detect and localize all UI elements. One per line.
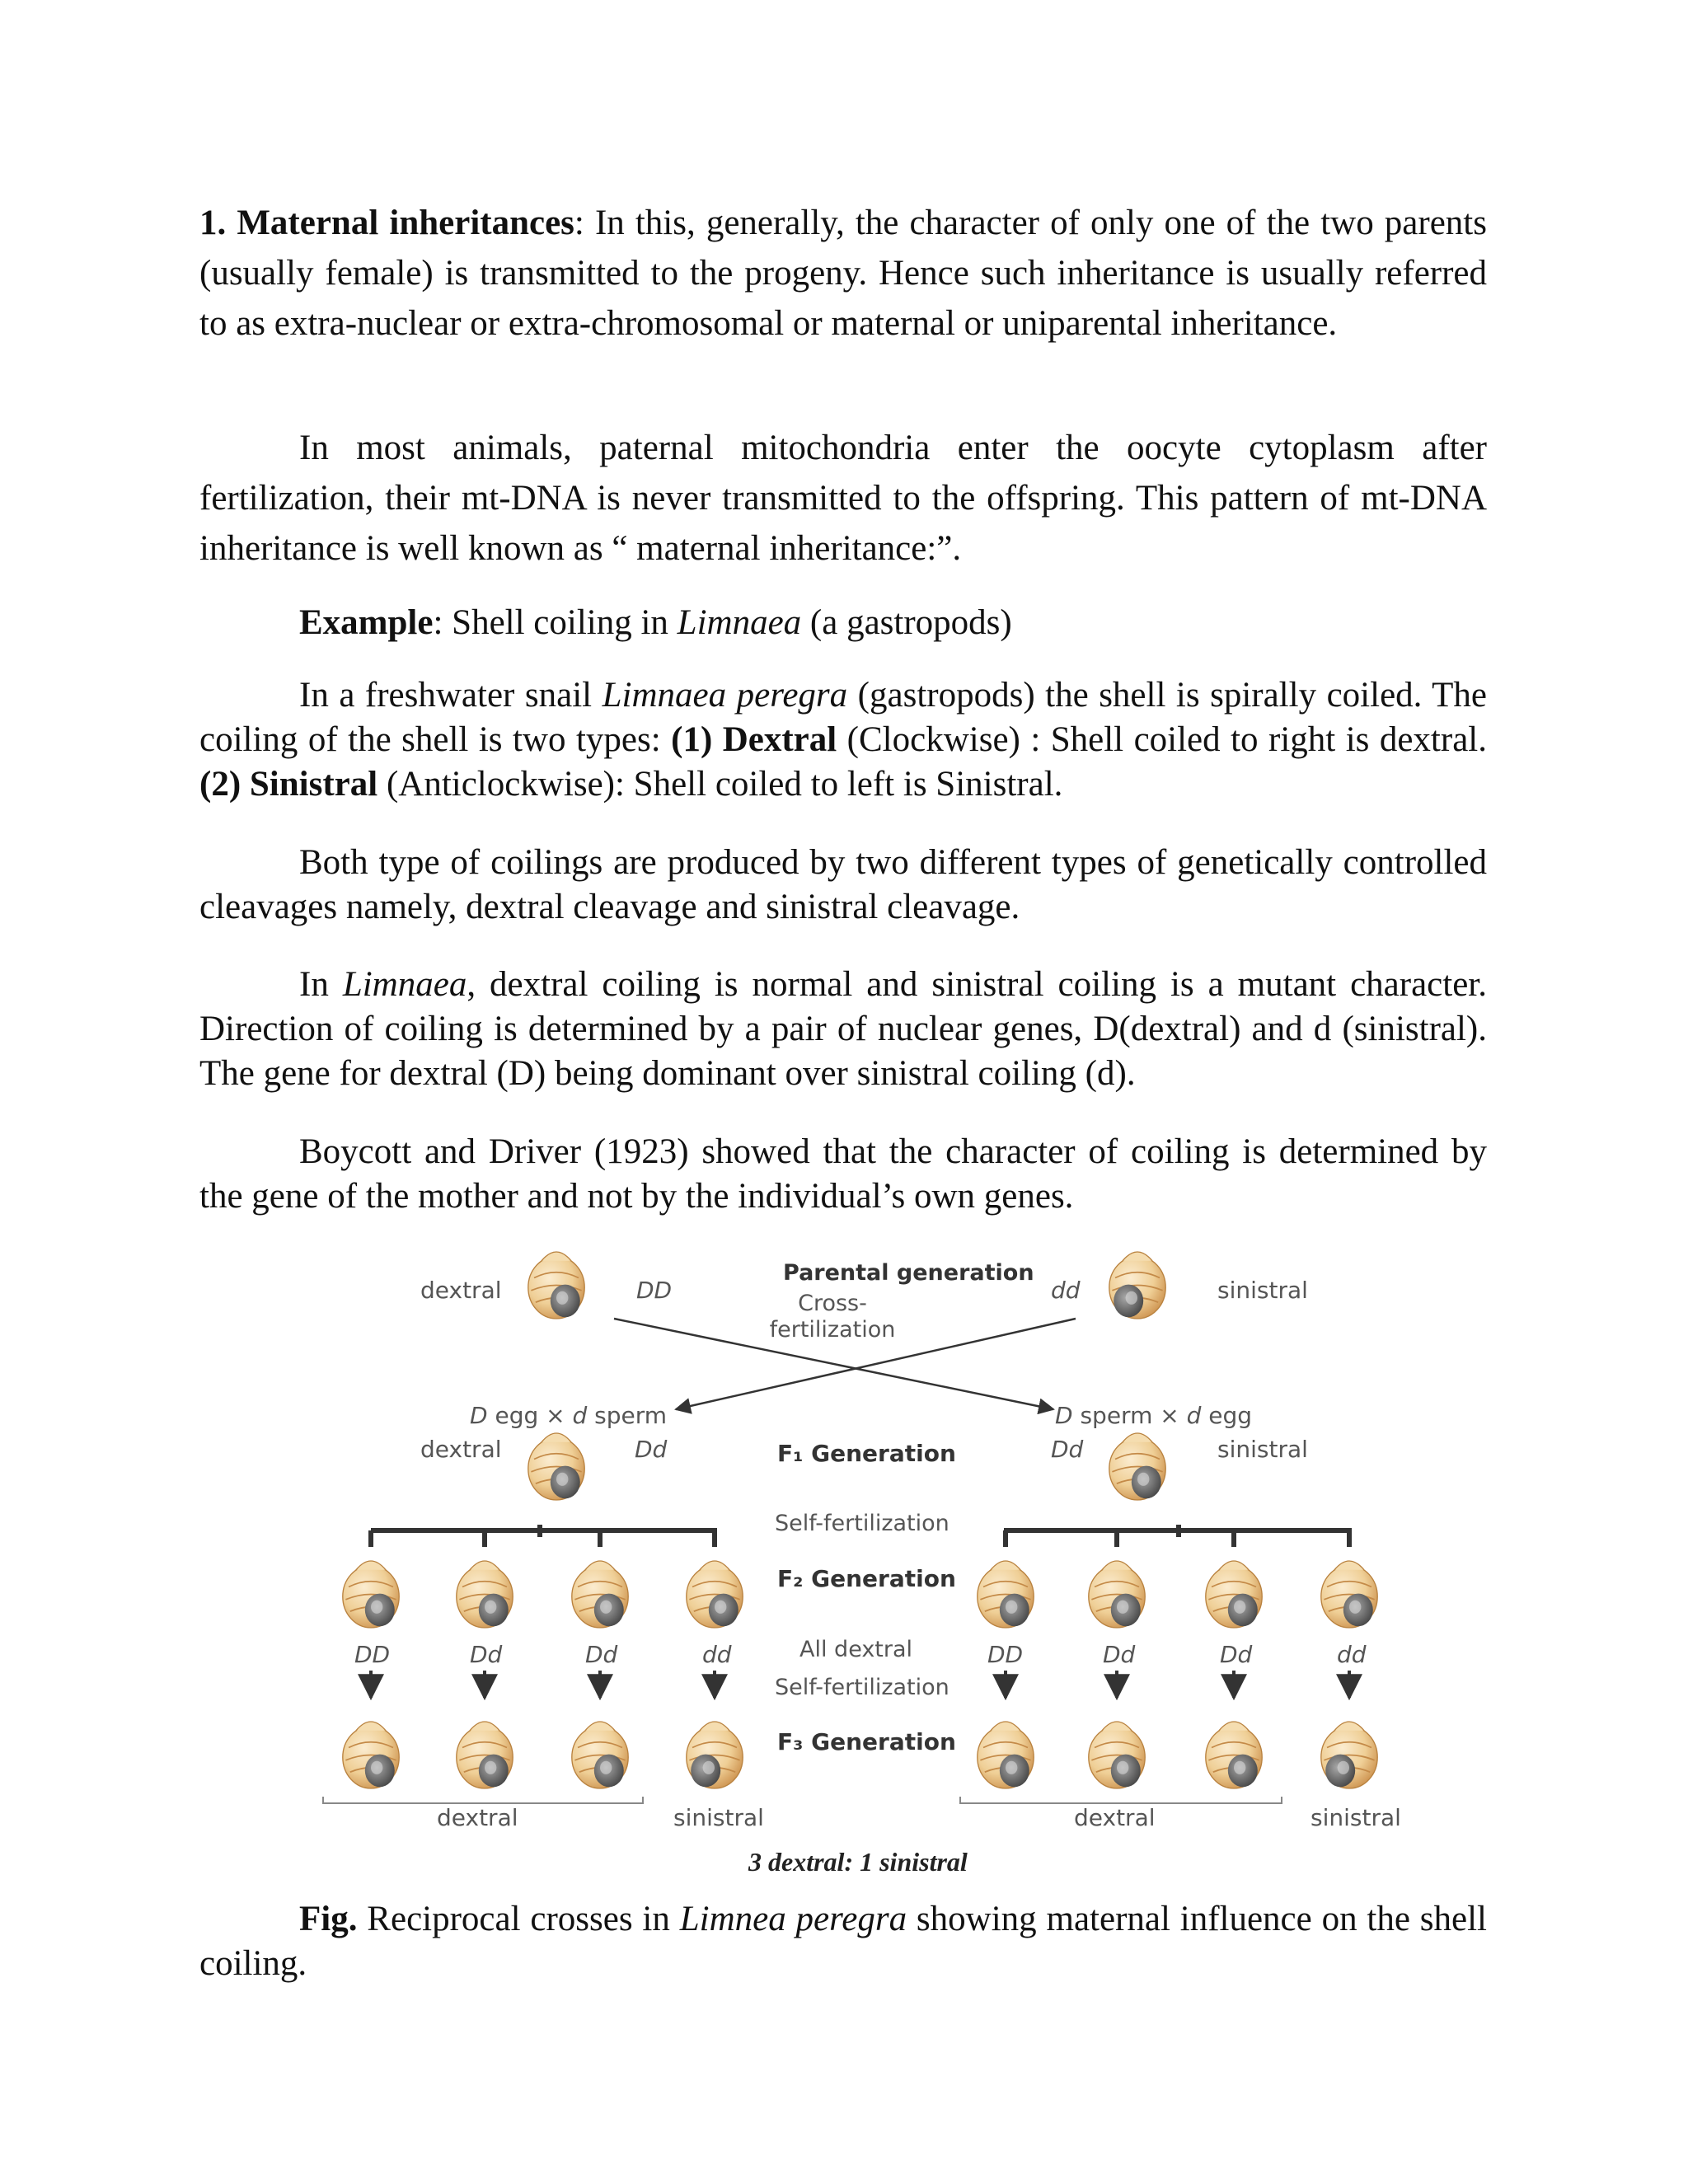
- text-run: (Anticlockwise): Shell coiled to left is Sinistral.: [377, 765, 1063, 804]
- bottom-bracket-left: [323, 1797, 643, 1803]
- paragraph-mitochondria: [199, 423, 1487, 574]
- label-cross: Cross-: [798, 1291, 867, 1316]
- right-bracket: [1004, 1525, 1352, 1547]
- label-f3-right-sinistral: sinistral: [1311, 1804, 1401, 1831]
- f2-snail: [1321, 1561, 1377, 1628]
- f3-snail: [1321, 1722, 1377, 1788]
- label-f3-left-dextral: dextral: [437, 1804, 518, 1831]
- f3-snail: [1089, 1722, 1145, 1788]
- label-sinistral: sinistral: [1217, 1277, 1308, 1304]
- f1-right-snail: [1109, 1433, 1165, 1500]
- species-name: Limnaea: [342, 965, 467, 1004]
- label-f3-left-sinistral: sinistral: [673, 1804, 764, 1831]
- paragraph-text: : In this, generally, the character of only one of the two parents (usually female) is transmitted to the progeny. Hence such inheritance is usually referred to as extra-nuclear or extra-chromosomal or maternal or uniparental inheritance.: [199, 204, 1487, 343]
- label-self-fertilization-1: Self-fertilization: [775, 1511, 950, 1536]
- label-left-cross: [470, 1402, 667, 1429]
- label-ratio: 3 dextral: 1 sinistral: [748, 1847, 968, 1877]
- f3-snail: [1206, 1722, 1262, 1788]
- f3-snail: [343, 1722, 399, 1788]
- label-parental-generation: Parental generation: [783, 1260, 1034, 1286]
- f2-snail: [978, 1561, 1034, 1628]
- genotype-label: DD: [354, 1641, 391, 1668]
- label-all-dextral: All dextral: [799, 1637, 913, 1662]
- dextral-term: (1) Dextral: [671, 720, 837, 759]
- label-f1-generation: F₁ Generation: [777, 1440, 956, 1467]
- parent-sinistral-snail: [1109, 1252, 1165, 1319]
- label-dd: dd: [1051, 1277, 1081, 1304]
- label-f1-dextral: dextral: [420, 1436, 502, 1463]
- text-run: (Clockwise) : Shell coiled to right is dextral.: [837, 720, 1487, 759]
- genotype-label: DD: [987, 1641, 1024, 1668]
- text-run: , dextral coiling is normal and sinistral coiling is a mutant character. Direction of coiling is determined by a pair of nuclear genes, D(dextral) and d (sinistral). The gene for dextral (D) being dominant over sinistral coiling (d).: [199, 965, 1487, 1093]
- text-run: sperm ×: [1072, 1402, 1187, 1429]
- species-name: Limnea peregra: [679, 1900, 907, 1938]
- f2-snail: [1089, 1561, 1145, 1628]
- paragraph-shell-coiling: [199, 673, 1487, 807]
- f3-snail: [687, 1722, 743, 1788]
- paragraph-text: Both type of coilings are produced by two different types of genetically controlled cleavages namely, dextral cleavage and sinistral cleavage.: [199, 843, 1487, 926]
- label-f1-sinistral: sinistral: [1217, 1436, 1308, 1463]
- example-label: Example: [299, 603, 434, 642]
- f1-left-snail: [528, 1433, 584, 1500]
- text-run: In a freshwater snail: [299, 676, 603, 715]
- genotype-label: Dd: [470, 1641, 503, 1668]
- genotype-label: dd: [1337, 1641, 1367, 1668]
- paragraph-boycott-driver: [199, 1130, 1487, 1219]
- label-f3-right-dextral: dextral: [1074, 1804, 1156, 1831]
- label-right-cross: [1055, 1402, 1252, 1429]
- f2-snail: [572, 1561, 628, 1628]
- figure-svg: [297, 1240, 1451, 1900]
- label-self-fertilization-2: Self-fertilization: [775, 1675, 950, 1700]
- section-heading: Maternal inheritances: [237, 204, 574, 242]
- f3-snail: [978, 1722, 1034, 1788]
- text-run: sperm: [587, 1402, 668, 1429]
- text-run: : Shell coiling in: [433, 603, 678, 642]
- paragraph-genes: [199, 963, 1487, 1096]
- label-f1-right-Dd: Dd: [1051, 1436, 1084, 1463]
- text-run: egg: [1201, 1402, 1253, 1429]
- paragraph-example: [199, 598, 1487, 648]
- label-DD: DD: [636, 1277, 673, 1304]
- text-run: Reciprocal crosses in: [357, 1900, 680, 1938]
- paragraph-text: In most animals, paternal mitochondria enter the oocyte cytoplasm after fertilization, their mt-DNA is never transmitted to the offspring. This pattern of mt-DNA inheritance is well known as “ maternal inheritance:”.: [199, 429, 1487, 568]
- text-run: showing maternal influence on the shell coiling.: [199, 1900, 1487, 1983]
- paragraph-maternal-inheritance: [199, 198, 1487, 349]
- paragraph-cleavage: [199, 841, 1487, 930]
- species-name: Limnaea peregra: [602, 676, 848, 715]
- text-run: d: [1186, 1402, 1202, 1429]
- species-name: Limnaea: [677, 603, 802, 642]
- text-run: In: [299, 965, 343, 1004]
- text-run: egg ×: [487, 1402, 573, 1429]
- label-fertilization: fertilization: [769, 1317, 896, 1343]
- text-run: (a gastropods): [801, 603, 1012, 642]
- left-bracket: [371, 1525, 717, 1547]
- label-dextral: dextral: [420, 1277, 502, 1304]
- section-number: 1.: [199, 204, 227, 242]
- text-run: d: [572, 1402, 588, 1429]
- f2-snail: [1206, 1561, 1262, 1628]
- paragraph-text: Boycott and Driver (1923) showed that the character of coiling is determined by the gene of the mother and not by the individual’s own genes.: [199, 1132, 1487, 1216]
- sinistral-term: (2) Sinistral: [199, 765, 378, 804]
- reciprocal-cross-figure: [297, 1240, 1451, 1900]
- bottom-bracket-right: [960, 1797, 1282, 1803]
- f2-snail: [687, 1561, 743, 1628]
- f3-snail: [457, 1722, 513, 1788]
- label-f2-generation: F₂ Generation: [777, 1565, 956, 1592]
- f2-snail: [457, 1561, 513, 1628]
- figure-caption: [199, 1897, 1487, 1986]
- caption-label: Fig.: [299, 1900, 358, 1938]
- text-run: D: [1055, 1402, 1073, 1429]
- parent-dextral-snail: [528, 1252, 584, 1319]
- text-run: D: [470, 1402, 488, 1429]
- genotype-label: Dd: [585, 1641, 618, 1668]
- genotype-label: Dd: [1220, 1641, 1253, 1668]
- genotype-label: Dd: [1103, 1641, 1136, 1668]
- genotype-label: dd: [702, 1641, 732, 1668]
- f3-snail: [572, 1722, 628, 1788]
- f2-snail: [343, 1561, 399, 1628]
- label-f3-generation: F₃ Generation: [777, 1728, 956, 1755]
- text-run: (gastropods) the shell is spirally coiled. The coiling of the shell is two types:: [199, 676, 1487, 759]
- label-f1-left-Dd: Dd: [635, 1436, 668, 1463]
